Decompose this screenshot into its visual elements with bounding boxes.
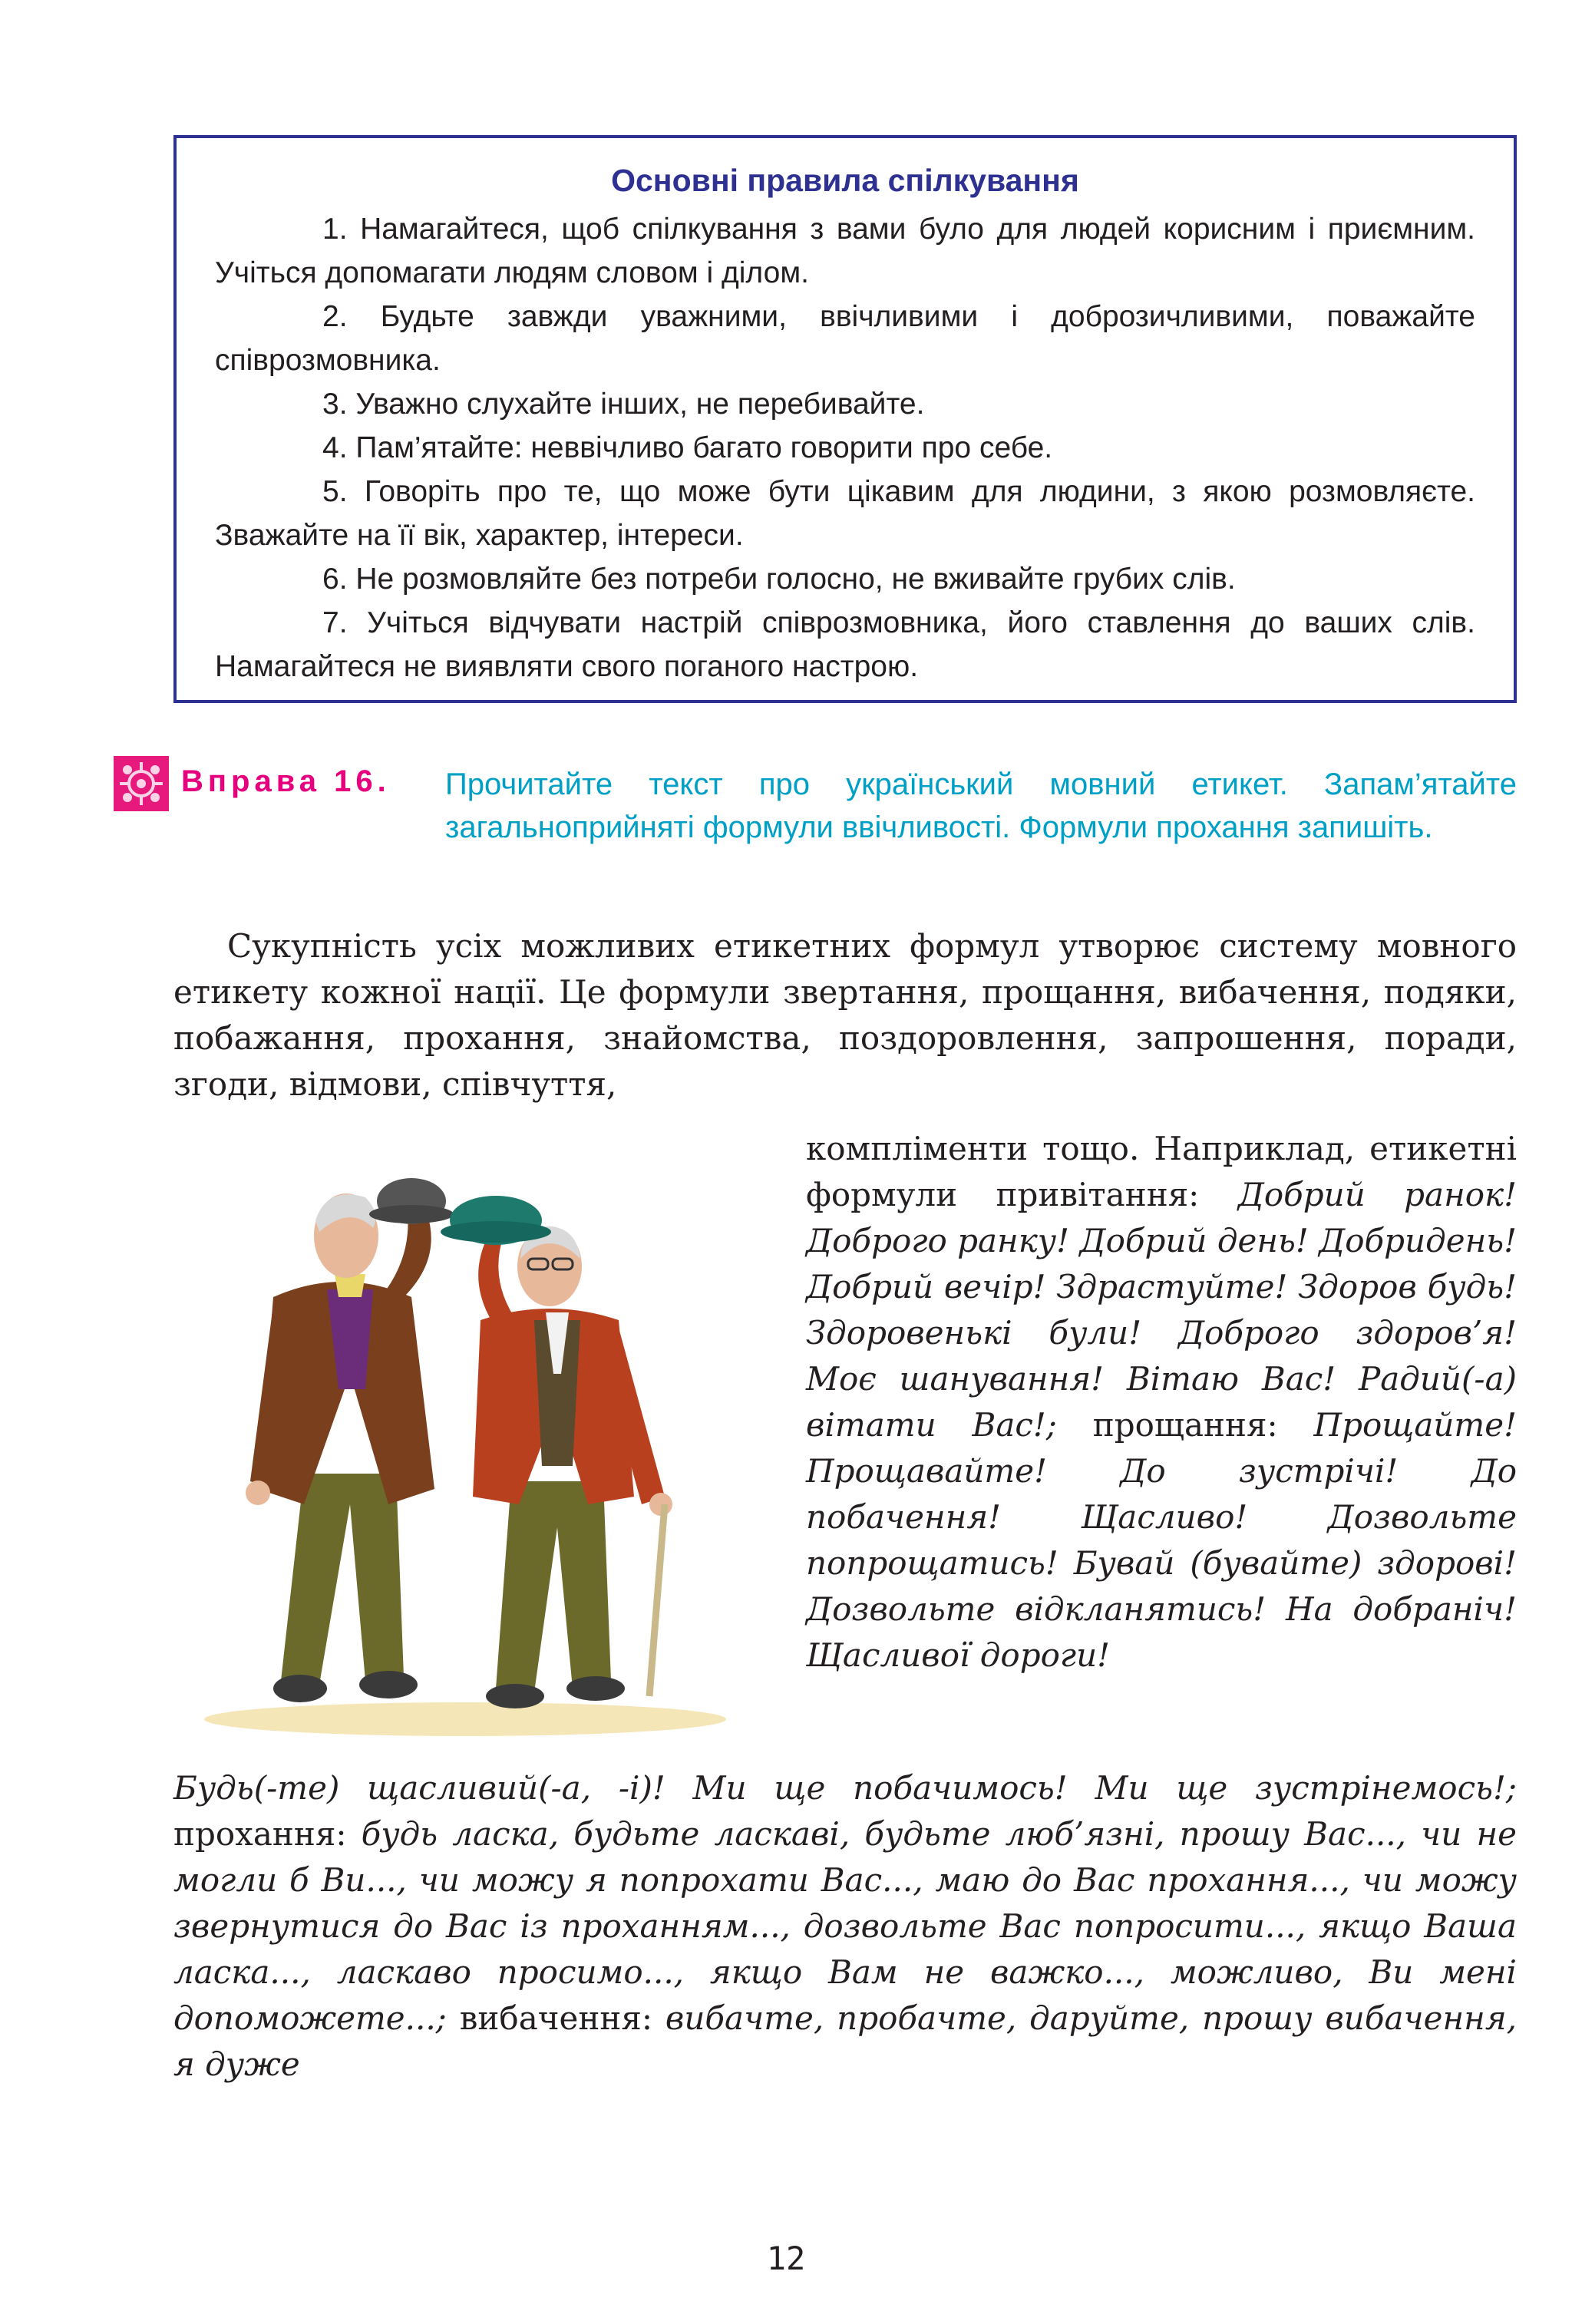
exercise-instruction: Прочитайте текст про український мовний етикет. Запам’ятайте загальноприйняті формули ввічливості. Формули прохання запишіть. — [445, 768, 1517, 844]
rules-title: Основні правила спілкування — [611, 163, 1079, 198]
rule-item-6: 6. Не розмовляйте без потреби голосно, не вживайте грубих слів. — [322, 563, 1236, 596]
rule-item-3: 3. Уважно слухайте інших, не перебивайте. — [322, 388, 925, 421]
request-formulas: будь ласка, будьте ласкаві, будьте люб’язні, прошу Вас..., чи не могли б Ви..., чи можу я попрохати Вас..., маю до Вас прохання..., чи можу звернутися до Вас із проханням..., дозвольте Вас попросити..., якщо Ваша ласка..., ласкаво просимо..., якщо Вам не важко..., можливо, Ви мені допоможете...; — [173, 1815, 1517, 2037]
greeting-formulas: Добрий ранок! Доброго ранку! Добрий день! Добридень! Добрий вечір! Здрастуйте! Здоров будь! Здоровенькі були! Доброго здоров’я! Моє шанування! Вітаю Вас! Радий(-а) вітати Вас!; — [806, 1176, 1517, 1444]
request-label: прохання: — [173, 1815, 362, 1853]
two-old-men-illustration — [173, 1144, 780, 1750]
exercise-label: Вправа 16. — [181, 764, 391, 798]
rule-item-2: 2. Будьте завжди уважними, ввічливими і доброзичливими, поважайте співрозмовника. — [215, 300, 1475, 377]
side-text-1: компліменти тощо. Наприклад, етикетні формули привітання: — [806, 1130, 1517, 1213]
body-paragraph-bottom — [173, 1765, 1517, 2088]
farewell-formulas-cont: Будь(-те) щасливий(-а, -і)! Ми ще побачимось! Ми ще зустрінемось!; — [173, 1769, 1517, 1807]
rules-box — [173, 135, 1517, 703]
page-number: 12 — [766, 2240, 806, 2277]
farewell-formulas: Прощайте! Прощавайте! До зустрічі! До побачення! Щасливо! Дозвольте попрощатись! Бувай (бувайте) здорові! Дозвольте відкланятись! На добраніч! Щасливої дороги! — [806, 1406, 1517, 1674]
apology-label: вибачення: — [446, 1999, 665, 2037]
rule-item-4: 4. Пам’ятайте: неввічливо багато говорити про себе. — [322, 431, 1053, 464]
rule-item-7: 7. Учіться відчувати настрій співрозмовника, його ставлення до ваших слів. Намагайтеся не виявляти свого поганого настрою. — [215, 606, 1475, 683]
body-paragraph-intro: Сукупність усіх можливих етикетних формул утворює систему мовного етикету кожної нації. Це формули звертання, прощання, вибачення, подяки, побажання, прохання, знайомства, поздоровлення, запрошення, поради, згоди, відмови, співчуття, — [173, 927, 1517, 1103]
side-text-2: прощання: — [1056, 1406, 1314, 1444]
rule-item-5: 5. Говоріть про те, що може бути цікавим для людини, з якою розмовляєте. Зважайте на її вік, характер, інтереси. — [215, 475, 1475, 552]
exercise-ornament-icon — [114, 756, 169, 811]
rule-item-1: 1. Намагайтеся, щоб спілкування з вами було для людей корисним і приємним. Учіться допомагати людям словом і ділом. — [215, 213, 1475, 289]
body-paragraph-side — [806, 1126, 1517, 1679]
left-man-figure — [246, 1178, 454, 1702]
right-man-figure — [441, 1196, 672, 1708]
apology-formulas: вибачте, пробачте, даруйте, прошу вибачення, я дуже — [173, 1999, 1518, 2083]
